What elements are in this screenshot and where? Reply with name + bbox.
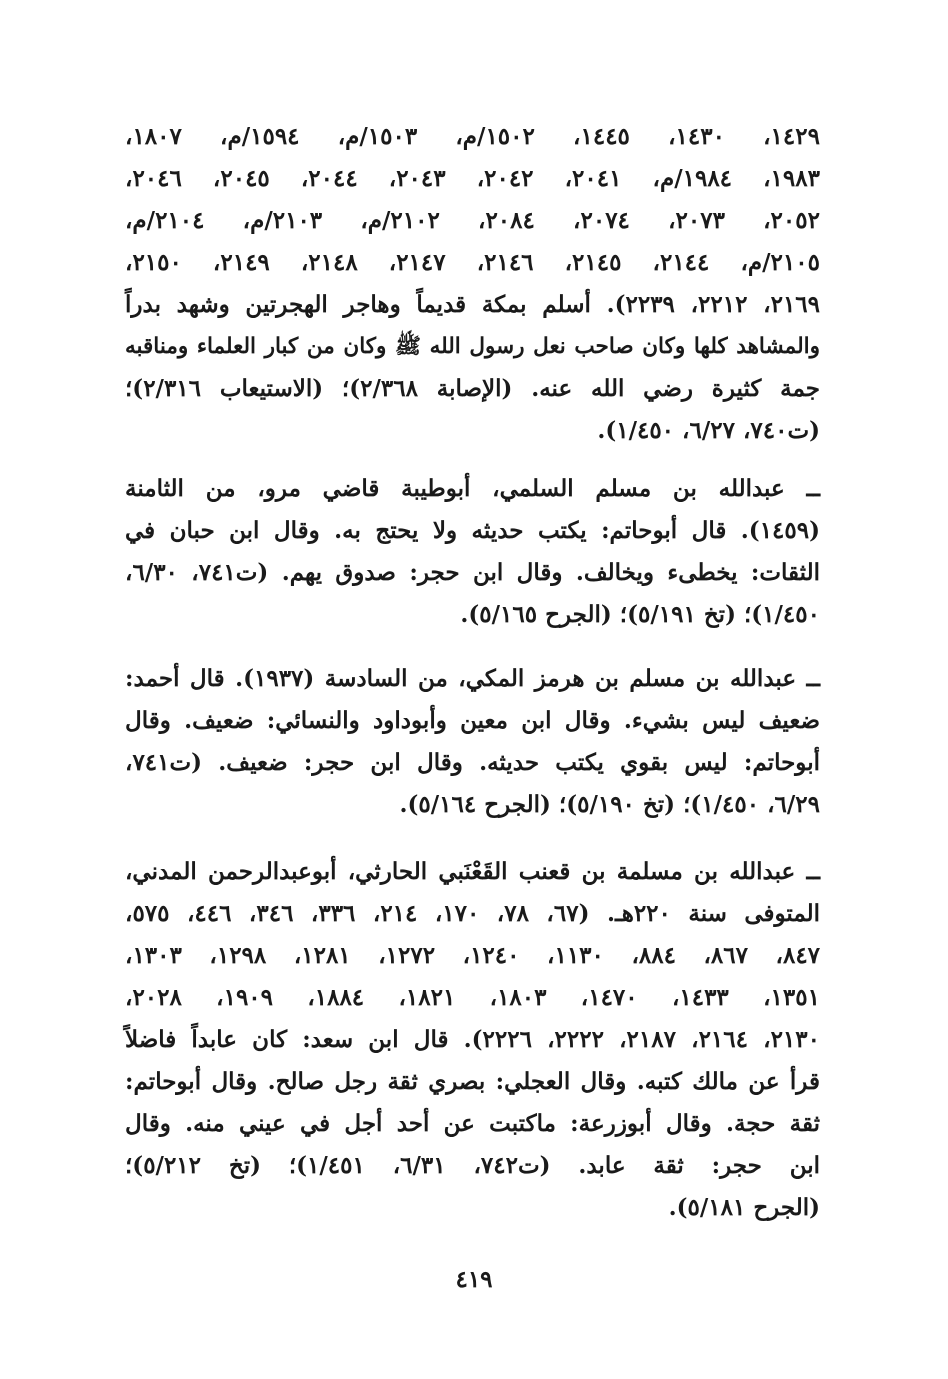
text-line: ١٣٥١، ١٤٣٣، ١٤٧٠، ١٨٠٣، ١٨٢١، ١٨٨٤، ١٩٠٩، ٢٠٢٨، — [125, 984, 820, 1011]
entry-abdullah-ibn-muslim-ibn-hurmuz — [125, 658, 820, 826]
text-line: الثقات: يخطىء ويخالف. وقال ابن حجر: صدوق يهم. (ت٧٤١، ٦/٣٠، — [125, 559, 820, 586]
text-line: ٨٤٧، ٨٦٧، ٨٨٤، ١١٣٠، ١٢٤٠، ١٢٧٢، ١٢٨١، ١٢٩٨، ١٣٠٣، — [125, 942, 821, 969]
text-line: (١٤٥٩). قال أبوحاتم: يكتب حديثه ولا يحتج به. وقال ابن حبان في — [125, 517, 820, 544]
text-line: ٢١٦٩، ٢٢١٢، ٢٢٣٩). أسلم بمكة قديماً وهاجر الهجرتين وشهد بدراً — [125, 291, 821, 318]
text-line: ابن حجر: ثقة عابد. (ت٧٤٢، ٦/٣١، ١/٤٥١)؛ (تخ ٥/٢١٢)؛ — [125, 1152, 821, 1179]
text-line: (الجرح ٥/١٨١). — [668, 1194, 820, 1221]
text-line: ٢١٠٥/م، ٢١٤٤، ٢١٤٥، ٢١٤٦، ٢١٤٧، ٢١٤٨، ٢١٤٩، ٢١٥٠، — [125, 249, 820, 276]
text-line: (ت٧٤٠، ٦/٢٧، ١/٤٥٠). — [597, 417, 820, 444]
entry-abdullah-ibn-muslim-al-sulami — [125, 468, 820, 636]
text-line: ــ عبدالله بن مسلمة بن قعنب القَعْنَبي الحارثي، أبوعبدالرحمن المدني، — [125, 858, 820, 885]
text-line: ضعيف ليس بشيء. وقال ابن معين وأبوداود والنسائي: ضعيف. وقال — [125, 707, 820, 734]
text-line: ٦/٢٩، ١/٤٥٠)؛ (تخ ٥/١٩٠)؛ (الجرح ٥/١٦٤). — [399, 791, 820, 818]
text-line: ١/٤٥٠)؛ (تخ ٥/١٩١)؛ (الجرح ٥/١٦٥). — [460, 601, 820, 628]
text-line: المتوفى سنة ٢٢٠هـ. (٦٧، ٧٨، ١٧٠، ٢١٤، ٣٣٦، ٣٤٦، ٤٤٦، ٥٧٥، — [125, 900, 821, 927]
page-number: ٤١٩ — [455, 1266, 493, 1293]
text-line: ٢١٣٠، ٢١٦٤، ٢١٨٧، ٢٢٢٢، ٢٢٢٦). قال ابن سعد: كان عابداً فاضلاً — [125, 1026, 820, 1053]
entry-abdullah-ibn-maslama-al-qanabi — [125, 851, 820, 1229]
entry-continuation — [125, 116, 820, 452]
text-line: ١٩٨٣، ١٩٨٤/م، ٢٠٤١، ٢٠٤٢، ٢٠٤٣، ٢٠٤٤، ٢٠٤٥، ٢٠٤٦، — [125, 165, 820, 192]
text-line: ــ عبدالله بن مسلم السلمي، أبوطيبة قاضي مرو، من الثامنة — [125, 475, 820, 502]
text-line: جمة كثيرة رضي الله عنه. (الإصابة ٢/٣٦٨)؛ (الاستيعاب ٢/٣١٦)؛ — [125, 375, 820, 402]
text-line: ــ عبدالله بن مسلم بن هرمز المكي، من السادسة (١٩٣٧). قال أحمد: — [125, 665, 820, 692]
text-line: ١٤٢٩، ١٤٣٠، ١٤٤٥، ١٥٠٢/م، ١٥٠٣/م، ١٥٩٤/م، ١٨٠٧، — [125, 123, 820, 150]
text-line: والمشاهد كلها وكان صاحب نعل رسول الله ﷺ وكان من كبار العلماء ومناقبه — [125, 334, 820, 359]
text-line: قرأ عن مالك كتبه. وقال العجلي: بصري ثقة رجل صالح. وقال أبوحاتم: — [125, 1068, 820, 1095]
text-line: ٢٠٥٢، ٢٠٧٣، ٢٠٧٤، ٢٠٨٤، ٢١٠٢/م، ٢١٠٣/م، ٢١٠٤/م، — [125, 207, 820, 234]
text-line: ثقة حجة. وقال أبوزرعة: ماكتبت عن أحد أجل في عيني منه. وقال — [125, 1110, 820, 1137]
text-line: أبوحاتم: ليس بقوي يكتب حديثه. وقال ابن حجر: ضعيف. (ت٧٤١، — [125, 749, 820, 776]
